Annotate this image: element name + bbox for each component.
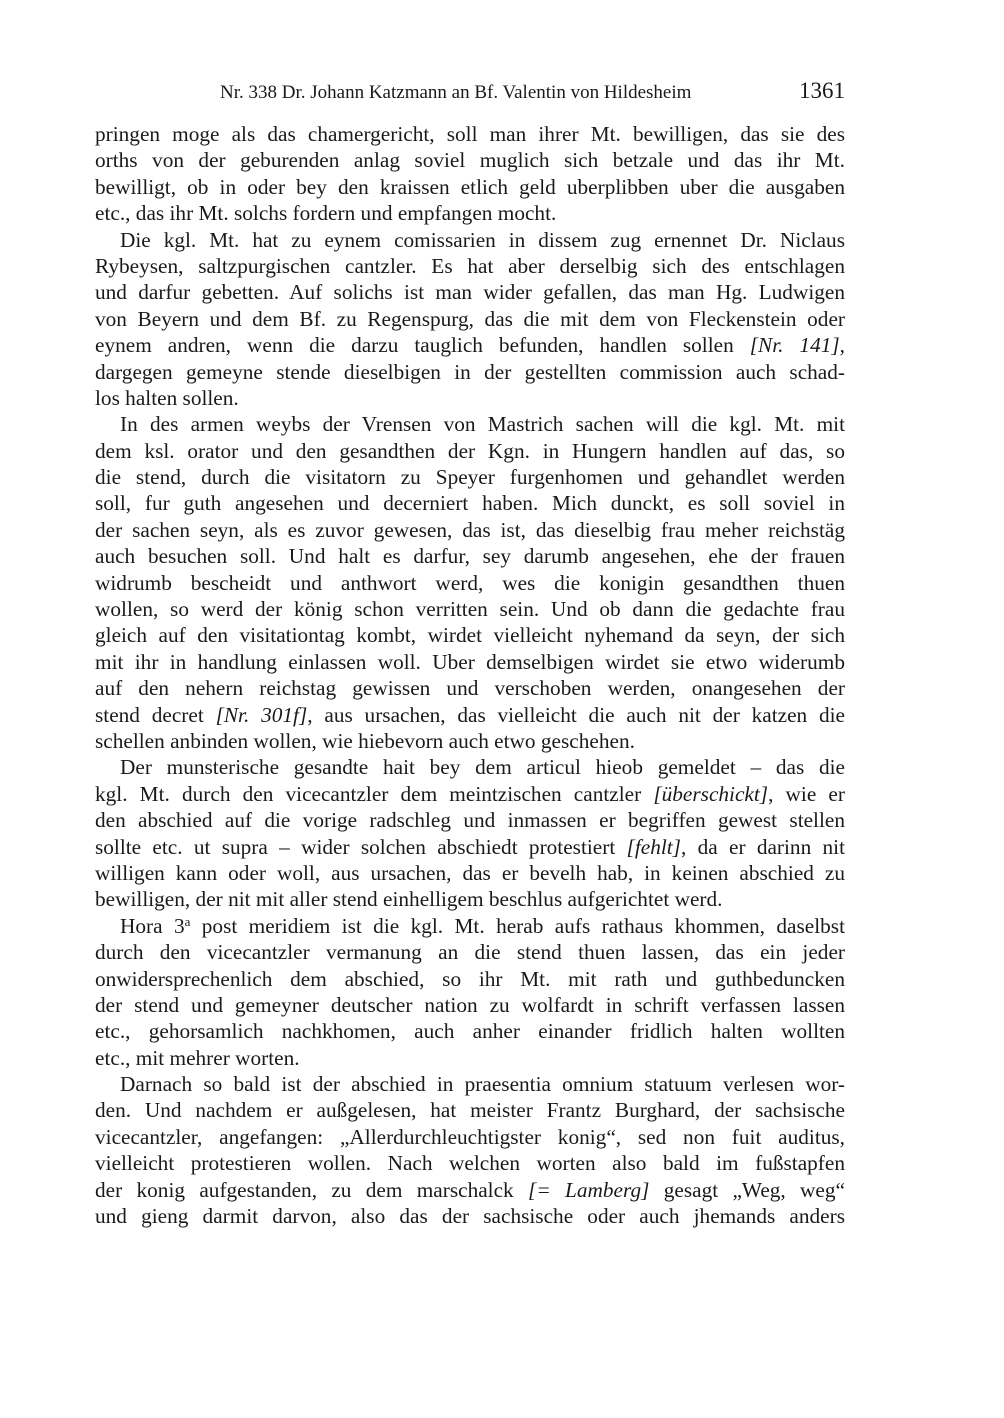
text-line — [95, 332, 845, 358]
text-line — [95, 227, 845, 253]
text-segment: , wie er — [768, 781, 845, 806]
text-segment: Der munsterische gesandte hait bey dem articul hieob gemeldet – das die — [120, 755, 845, 780]
text-segment: auf den nehern reichstag gewissen und verschoben werden, onangesehen der — [95, 676, 845, 701]
text-segment: onwidersprechenlich dem abschied, so ihr Mt. mit rath und guthbeduncken — [95, 966, 845, 991]
text-line — [95, 1124, 845, 1150]
text-segment: der sachen seyn, als es zuvor gewesen, das ist, das dieselbig frau meher reichstäg — [95, 517, 845, 542]
text-segment: , da er darinn nit — [680, 834, 846, 859]
text-segment: soll, fur guth angesehen und decerniert haben. Mich dunckt, es soll soviel in — [95, 491, 845, 516]
text-segment: bewilligt, ob in oder bey den kraissen etlich geld uberplibben uber die ausgaben — [95, 174, 845, 199]
text-segment: bewilligen, der nit mit aller stend einhelligem beschlus aufgerichtet werd. — [95, 887, 723, 912]
body-text — [95, 121, 845, 1229]
text-segment: In des armen weybs der Vrensen von Mastrich sachen will die kgl. Mt. mit — [120, 412, 845, 437]
text-segment: pringen moge als das chamergericht, soll man ihrer Mt. bewilligen, das sie des — [95, 122, 845, 146]
text-line — [95, 490, 845, 516]
text-line — [95, 438, 845, 464]
text-line — [95, 464, 845, 490]
text-segment: und darfur gebetten. Auf solichs ist man wider gefallen, das man Hg. Ludwigen — [95, 280, 845, 305]
text-line — [95, 702, 845, 728]
text-line — [95, 200, 845, 226]
text-line — [95, 385, 845, 411]
text-segment: und gieng darmit darvon, also das der sachsische oder auch jhemands anders — [95, 1204, 845, 1229]
text-line — [95, 1150, 845, 1176]
text-segment: widrumb bescheidt und anthwort werd, wes die konigin gesandthen thuen — [95, 570, 845, 595]
text-line — [95, 121, 845, 147]
text-segment: von Beyern und dem Bf. zu Regenspurg, das die mit dem von Fleckenstein oder — [95, 306, 845, 331]
text-line — [95, 1018, 845, 1044]
editorial-note: [Nr. 301f] — [215, 702, 308, 727]
text-line — [95, 754, 845, 780]
editorial-note: [überschickt] — [653, 781, 769, 806]
text-segment: wollen, so werd der könig schon verritten sein. Und ob dann die gedachte frau — [95, 597, 845, 622]
text-line — [95, 1203, 845, 1229]
text-segment: gleich auf den visitationtag kombt, wirdet vielleicht nyhemand da seyn, der sich — [95, 623, 845, 648]
paragraph — [95, 121, 845, 227]
text-segment: mit ihr in handlung einlassen woll. Uber demselbigen wirdet sie etwo widerumb — [95, 649, 845, 674]
running-title: Nr. 338 Dr. Johann Katzmann an Bf. Valentin von Hildesheim — [220, 82, 692, 103]
text-segment: den. Und nachdem er außgelesen, hat meister Frantz Burghard, der sachsische — [95, 1098, 845, 1123]
text-line — [95, 174, 845, 200]
text-line — [95, 886, 845, 912]
text-segment: los halten sollen. — [95, 385, 239, 410]
page-header — [95, 78, 845, 108]
text-segment: stend decret — [95, 702, 216, 727]
superscript: a — [184, 913, 191, 929]
editorial-note: [Nr. 141] — [749, 333, 840, 358]
text-segment: willigen kann oder woll, aus ursachen, das er bevelh hab, in keinen abschied zu — [95, 860, 845, 885]
text-line — [95, 1045, 845, 1071]
text-segment: vicecantzler, angefangen: „Allerdurchleuchtigster konig“, sed non fuit auditus, — [95, 1124, 845, 1149]
editorial-note: [fehlt] — [626, 834, 681, 859]
text-segment: Darnach so bald ist der abschied in praesentia omnium statuum verlesen wor- — [120, 1072, 845, 1097]
text-line — [95, 649, 845, 675]
text-segment: orths von der geburenden anlag soviel muglich sich betzale und das ihr Mt. — [95, 148, 845, 173]
paragraph — [95, 227, 845, 412]
text-line — [95, 596, 845, 622]
text-segment: etc., gehorsamlich nachkhomen, auch anher einander fridlich halten wollten — [95, 1019, 845, 1044]
text-segment: , aus ursachen, das vielleicht die auch nit der katzen die — [307, 702, 846, 727]
text-line — [95, 834, 845, 860]
text-line — [95, 147, 845, 173]
text-segment: etc., das ihr Mt. solchs fordern und empfangen mocht. — [95, 201, 557, 226]
text-line — [95, 728, 845, 754]
text-segment: schellen anbinden wollen, wie hiebevorn auch etwo geschehen. — [95, 728, 635, 753]
text-segment: gesagt „Weg, weg“ — [649, 1177, 845, 1202]
text-line — [95, 279, 845, 305]
text-segment: auch besuchen soll. Und halt es darfur, sey darumb angesehen, ehe der frauen — [95, 544, 845, 569]
text-line — [95, 253, 845, 279]
text-line — [95, 359, 845, 385]
text-segment: der stend und gemeyner deutscher nation zu wolfardt in schrift verfassen lassen — [95, 992, 845, 1017]
paragraph — [95, 411, 845, 754]
text-line — [95, 913, 845, 939]
text-line — [95, 411, 845, 437]
text-segment: sollte etc. ut supra – wider solchen abschiedt protestiert — [95, 834, 627, 859]
text-line — [95, 622, 845, 648]
text-line — [95, 570, 845, 596]
text-line — [95, 966, 845, 992]
text-line — [95, 807, 845, 833]
paragraph — [95, 1071, 845, 1229]
text-segment: der konig aufgestanden, zu dem marschalck — [95, 1177, 529, 1202]
text-line — [95, 675, 845, 701]
text-segment: dem ksl. orator und den gesandthen der Kgn. in Hungern handlen auf das, so — [95, 438, 845, 463]
text-segment: eynem andren, wenn die darzu tauglich befunden, handlen sollen — [95, 333, 750, 358]
text-line — [95, 781, 845, 807]
text-line — [95, 543, 845, 569]
text-segment: durch den vicecantzler vermanung an die stend thuen lassen, das ein jeder — [95, 940, 845, 965]
text-segment: Die kgl. Mt. hat zu eynem comissarien in dissem zug ernennet Dr. Niclaus — [120, 227, 845, 252]
text-segment: Hora 3 — [120, 913, 185, 938]
text-line — [95, 939, 845, 965]
text-segment: , — [839, 333, 845, 358]
text-segment: die stend, durch die visitatorn zu Speyer furgenhomen und gehandlet werden — [95, 465, 845, 490]
text-line — [95, 1071, 845, 1097]
text-line — [95, 517, 845, 543]
text-line — [95, 860, 845, 886]
page-number: 1361 — [799, 78, 845, 103]
text-segment: dargegen gemeyne stende dieselbigen in der gestellten commission auch schad- — [95, 359, 845, 384]
text-segment: Rybeysen, saltzpurgischen cantzler. Es hat aber derselbig sich des entschlagen — [95, 253, 845, 278]
editorial-note: [= Lamberg] — [528, 1177, 650, 1202]
text-segment: kgl. Mt. durch den vicecantzler dem meintzischen cantzler — [95, 781, 654, 806]
text-line — [95, 1097, 845, 1123]
text-line — [95, 306, 845, 332]
text-line — [95, 1177, 845, 1203]
text-segment: post meridiem ist die kgl. Mt. herab aufs rathaus khommen, daselbst — [190, 913, 845, 938]
paragraph — [95, 754, 845, 912]
paragraph — [95, 913, 845, 1071]
text-segment: etc., mit mehrer worten. — [95, 1045, 300, 1070]
text-segment: den abschied auf die vorige radschleg und inmassen er begriffen gewest stellen — [95, 808, 845, 833]
text-line — [95, 992, 845, 1018]
text-segment: vielleicht protestieren wollen. Nach welchen worten also bald im fußstapfen — [95, 1151, 845, 1176]
